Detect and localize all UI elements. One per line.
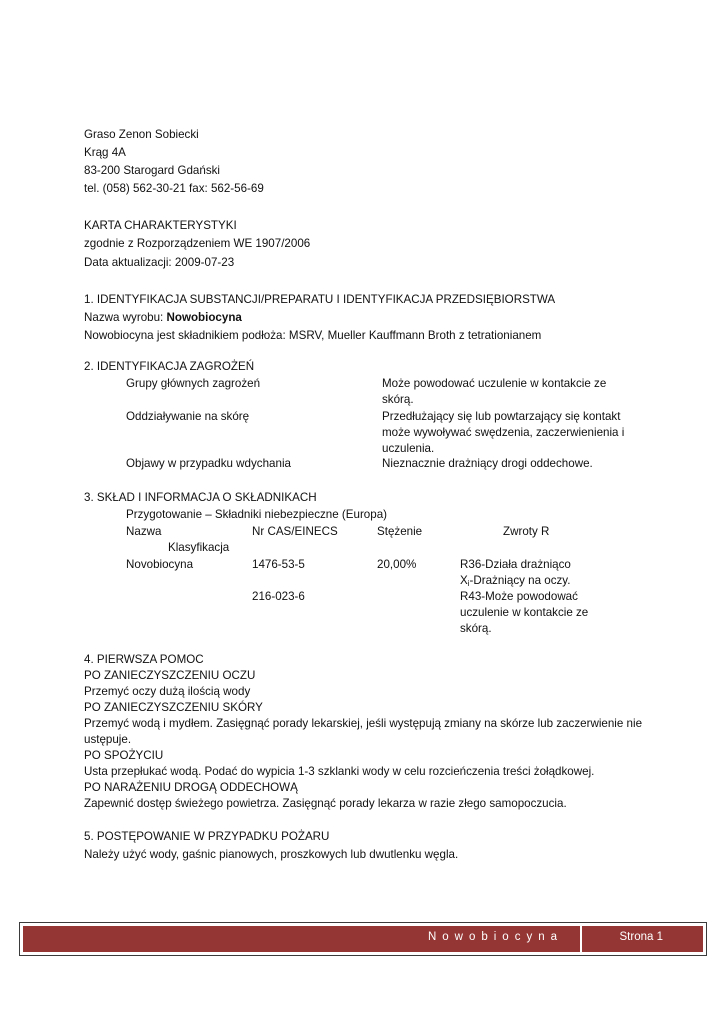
skin-text: Przemyć wodą i mydłem. Zasięgnąć porady lekarskiej, jeśli występują zmiany na skórze lub zaczerwienie nie ustępuje. [84, 717, 643, 746]
inhale-heading: PO NARAŻENIU DROGĄ ODDECHOWĄ [84, 781, 298, 794]
xi-subscript: i [467, 579, 470, 588]
hazard-value: Może powodować uczulenie w kontakcie ze skórą. [382, 377, 607, 406]
col-cas: Nr CAS/EINECS [252, 525, 338, 538]
page-footer [19, 922, 707, 956]
col-name: Nazwa [126, 525, 162, 538]
section2-heading: 2. IDENTYFIKACJA ZAGROŻEŃ [84, 360, 255, 373]
col-r-phrases: Zwroty R [503, 525, 550, 538]
update-date: Data aktualizacji: 2009-07-23 [84, 256, 235, 269]
company-street: Krąg 4A [84, 146, 126, 159]
xi-text: -Drażniący na oczy. [469, 574, 571, 587]
section4-heading: 4. PIERWSZA POMOC [84, 653, 204, 666]
section5-text: Należy użyć wody, gaśnic pianowych, proszkowych lub dwutlenku węgla. [84, 848, 459, 861]
company-contact: tel. (058) 562-30-21 fax: 562-56-69 [84, 182, 264, 195]
footer-separator [580, 926, 582, 952]
r43-phrase: R43-Może powodować uczulenie w kontakcie ze skórą. [460, 590, 589, 635]
xi-symbol: X [460, 574, 468, 587]
hazard-label: Grupy głównych zagrożeń [126, 377, 261, 390]
composition-subheading: Przygotowanie – Składniki niebezpieczne (Europa) [126, 508, 388, 521]
ingredient-einecs: 216-023-6 [252, 590, 305, 603]
product-line [84, 310, 242, 326]
page-number: Strona 1 [619, 931, 663, 943]
ingredient-concentration: 20,00% [377, 558, 417, 571]
eyes-heading: PO ZANIECZYSZCZENIU OCZU [84, 669, 256, 682]
hazard-label: Oddziaływanie na skórę [126, 410, 250, 423]
product-description: Nowobiocyna jest składnikiem podłoża: MSRV, Mueller Kauffmann Broth z tetrationianem [84, 329, 542, 342]
eyes-text: Przemyć oczy dużą ilością wody [84, 685, 251, 698]
section5-heading: 5. POSTĘPOWANIE W PRZYPADKU POŻARU [84, 830, 330, 843]
section3-heading: 3. SKŁAD I INFORMACJA O SKŁADNIKACH [84, 491, 317, 504]
hazard-value: Przedłużający się lub powtarzający się kontakt może wywoływać swędzenia, zaczerwienienia i uczulenia. [382, 410, 625, 455]
swallow-text: Usta przepłukać wodą. Podać do wypicia 1-3 szklanki wody w celu rozcieńczenia treści żołądkowej. [84, 765, 595, 778]
footer-bar [23, 926, 703, 952]
footer-title: Nowobiocyna [427, 931, 563, 943]
inhale-text: Zapewnić dostęp świeżego powietrza. Zasięgnąć porady lekarza w razie złego samopoczucia. [84, 797, 567, 810]
regulation-note: zgodnie z Rozporządzeniem WE 1907/2006 [84, 237, 311, 250]
product-label: Nazwa wyrobu: [84, 311, 167, 324]
document-title: KARTA CHARAKTERYSTYKI [84, 219, 237, 232]
company-name: Graso Zenon Sobiecki [84, 128, 199, 141]
section1-heading: 1. IDENTYFIKACJA SUBSTANCJI/PREPARATU I IDENTYFIKACJA PRZEDSIĘBIORSTWA [84, 293, 556, 306]
company-city: 83-200 Starogard Gdański [84, 164, 220, 177]
hazard-value: Nieznacznie drażniący drogi oddechowe. [382, 457, 593, 470]
col-classification: Klasyfikacja [168, 541, 230, 554]
swallow-heading: PO SPOŻYCIU [84, 749, 164, 762]
r36-phrase: R36-Działa drażniąco [460, 558, 571, 571]
ingredient-name: Novobiocyna [126, 558, 194, 571]
ingredient-cas: 1476-53-5 [252, 558, 305, 571]
col-concentration: Stężenie [377, 525, 423, 538]
skin-heading: PO ZANIECZYSZCZENIU SKÓRY [84, 701, 263, 714]
product-name: Nowobiocyna [166, 311, 242, 324]
hazard-label: Objawy w przypadku wdychania [126, 457, 291, 470]
